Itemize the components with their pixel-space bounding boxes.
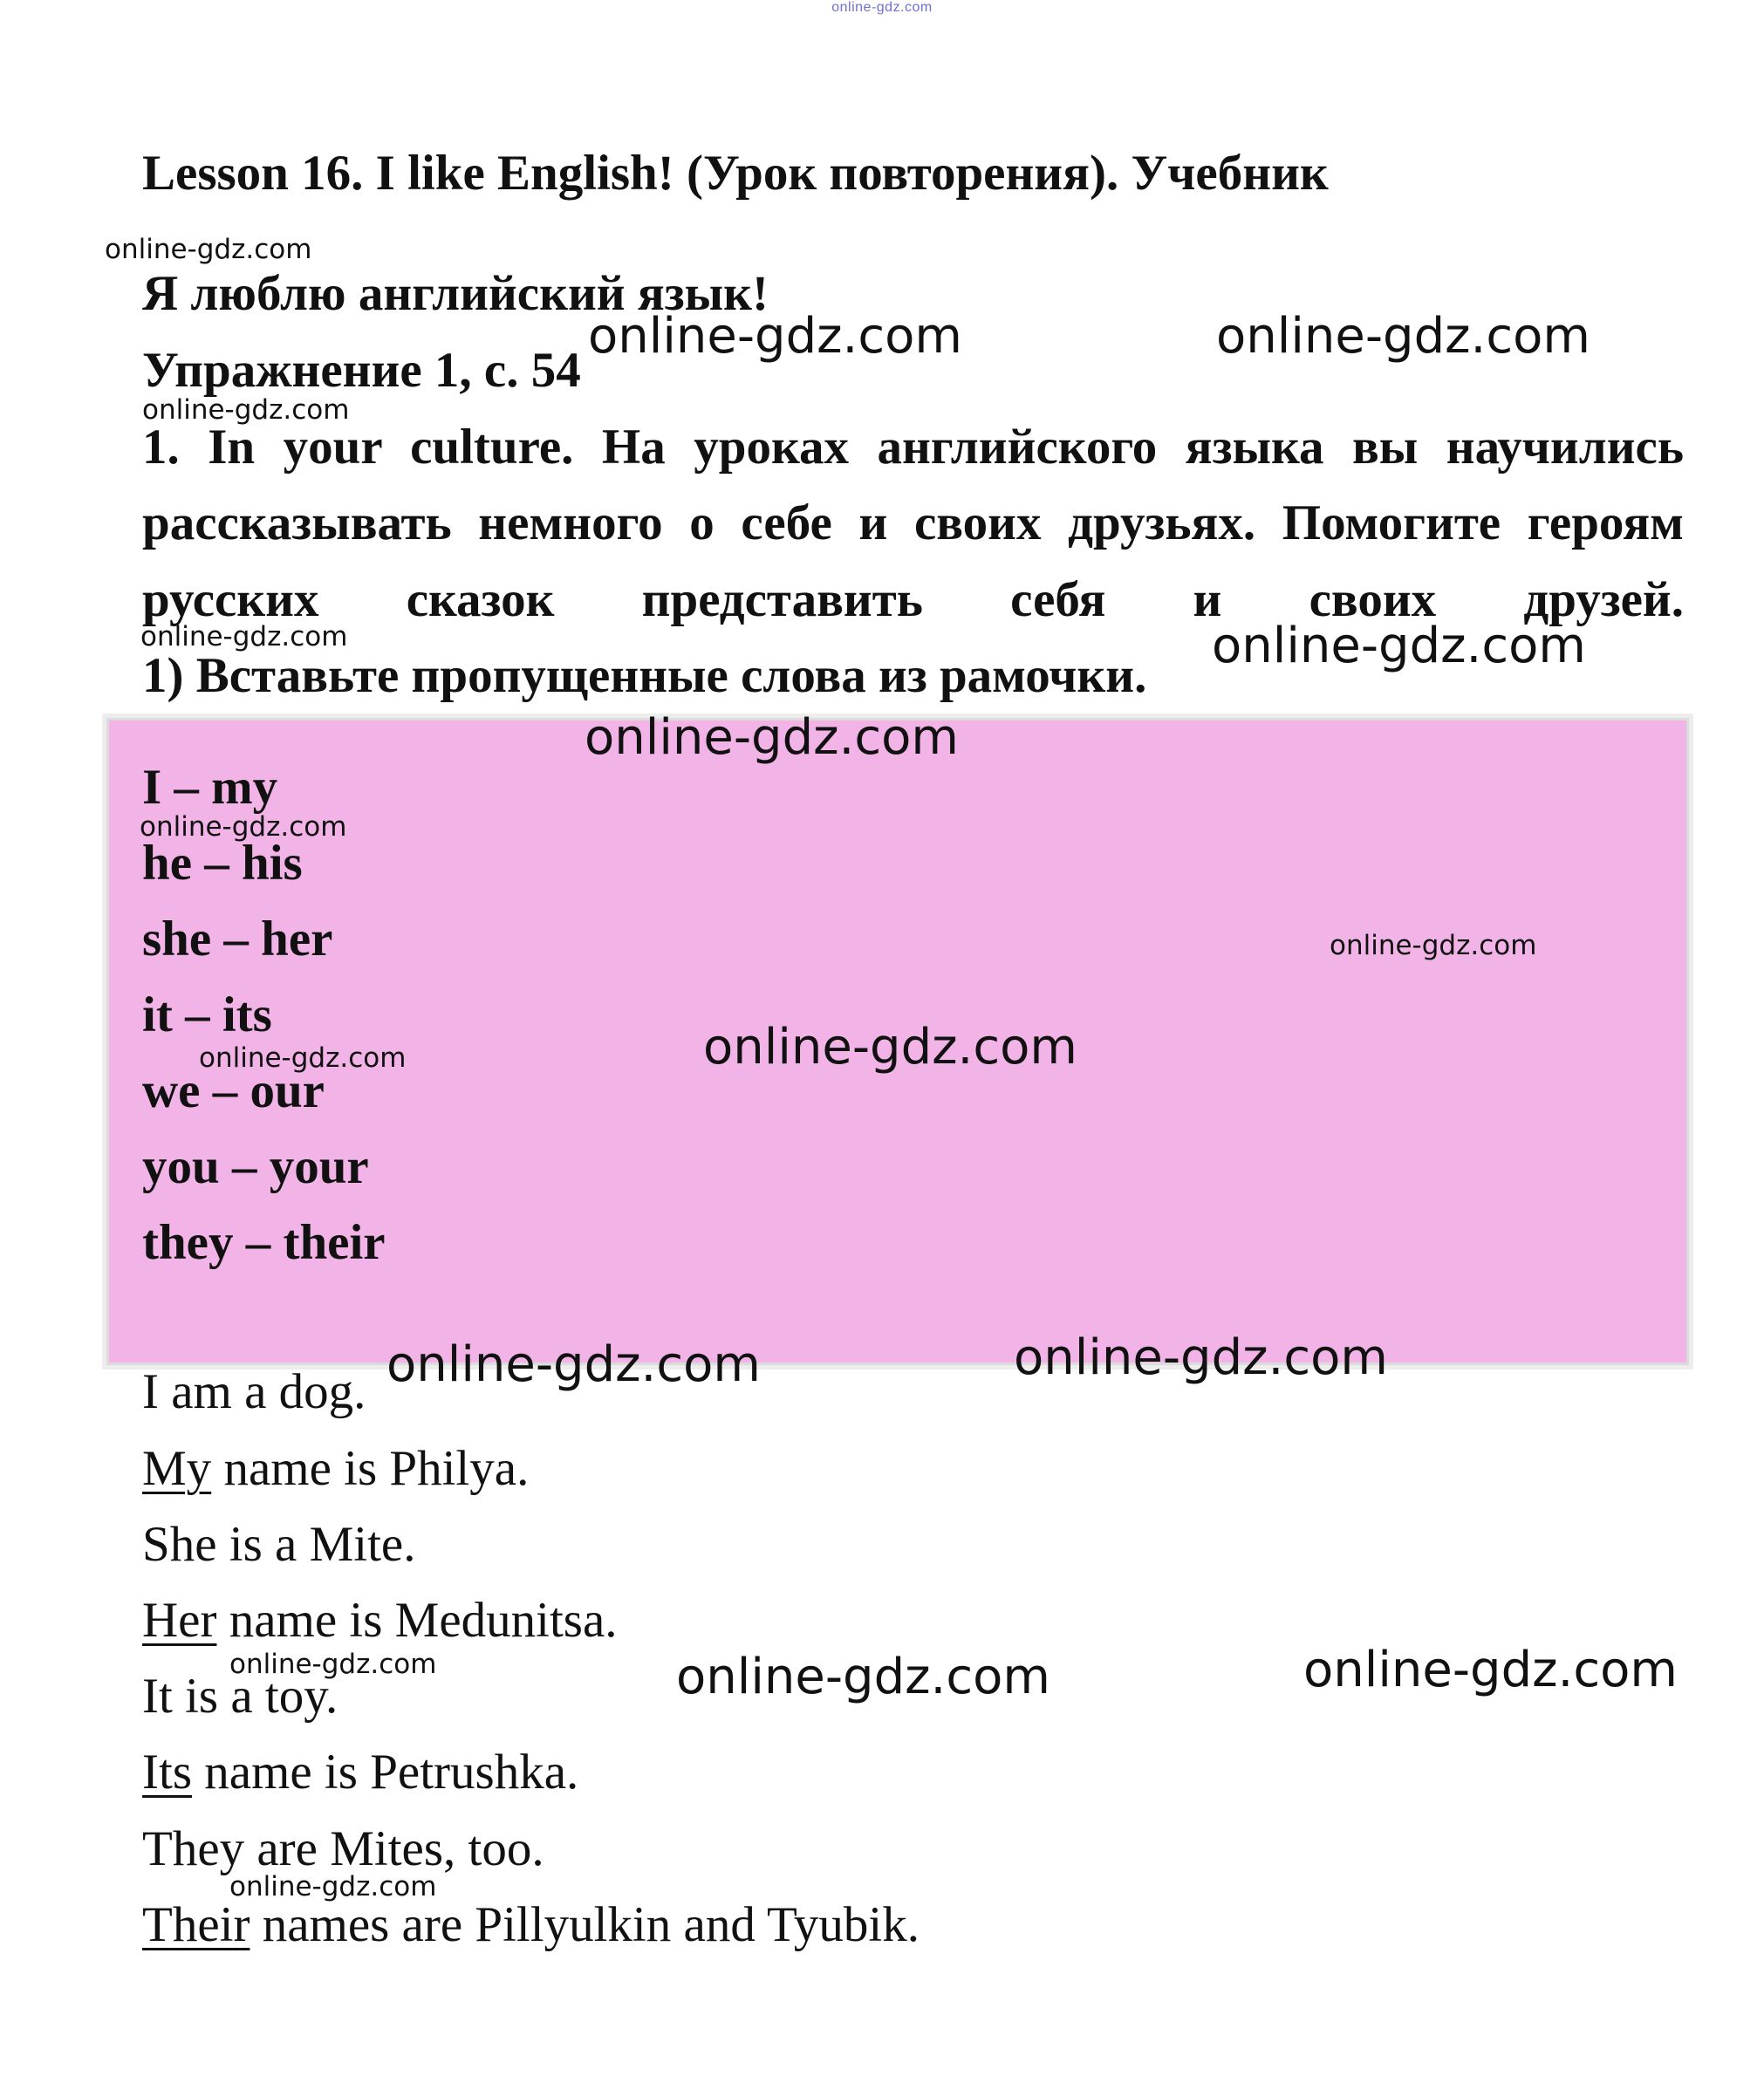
watermark: online-gdz.com bbox=[585, 709, 959, 766]
sentence bbox=[142, 1820, 544, 1877]
pronoun-pair: we – our bbox=[142, 1063, 325, 1118]
pronoun-pair: they – their bbox=[142, 1215, 386, 1270]
sentence bbox=[142, 1440, 529, 1497]
sentence bbox=[142, 1592, 618, 1649]
answer-word: Her bbox=[142, 1593, 217, 1648]
watermark: online-gdz.com bbox=[140, 811, 347, 843]
watermark: online-gdz.com bbox=[229, 1871, 437, 1902]
watermark: online-gdz.com bbox=[1014, 1329, 1388, 1386]
exercise-heading: Упражнение 1, с. 54 bbox=[142, 343, 581, 398]
watermark: online-gdz.com bbox=[199, 1042, 407, 1074]
watermark: online-gdz.com bbox=[588, 308, 962, 365]
sentence bbox=[142, 1516, 415, 1573]
watermark: online-gdz.com bbox=[105, 234, 312, 265]
watermark: online-gdz.com bbox=[1330, 930, 1537, 961]
sentence-text: name is Philya. bbox=[211, 1441, 530, 1496]
page-title: Lesson 16. I like English! (Урок повторения). Учебник bbox=[142, 146, 1329, 201]
watermark: online-gdz.com bbox=[676, 1649, 1050, 1705]
task-line-2: рассказывать немного о себе и своих друзьях. Помогите героям bbox=[142, 495, 1684, 550]
sentence-text: name is Medunitsa. bbox=[216, 1593, 618, 1648]
answer-word: Their bbox=[142, 1897, 250, 1952]
watermark: online-gdz.com bbox=[1212, 618, 1586, 674]
watermark: online-gdz.com bbox=[703, 1019, 1077, 1076]
answer-word: My bbox=[142, 1441, 212, 1496]
watermark: online-gdz.com bbox=[142, 394, 350, 426]
task-line-1: 1. In your culture. На уроках английского языка вы научились bbox=[142, 420, 1684, 475]
page-subtitle: Я люблю английский язык! bbox=[142, 266, 769, 321]
sentence-text: I am a dog. bbox=[142, 1364, 366, 1419]
sentence bbox=[142, 1896, 920, 1953]
watermark: online-gdz.com bbox=[386, 1336, 761, 1393]
watermark: online-gdz.com bbox=[1216, 308, 1590, 365]
pronoun-pair: you – your bbox=[142, 1139, 369, 1194]
pronoun-pair: it – its bbox=[142, 987, 272, 1042]
sentence bbox=[142, 1744, 578, 1800]
task-line-3: русских сказок представить себя и своих друзей. bbox=[142, 572, 1684, 627]
pronoun-pair: she – her bbox=[142, 912, 333, 966]
answer-word: Its bbox=[142, 1745, 192, 1800]
sentence bbox=[142, 1363, 366, 1420]
sentence-text: name is Petrushka. bbox=[192, 1745, 579, 1800]
watermark: online-gdz.com bbox=[140, 621, 348, 652]
sentence-text: They are Mites, too. bbox=[142, 1821, 544, 1876]
watermark: online-gdz.com bbox=[229, 1649, 437, 1680]
watermark: online-gdz.com bbox=[1303, 1642, 1678, 1698]
sentence-text: names are Pillyulkin and Tyubik. bbox=[250, 1897, 920, 1952]
top-watermark: online-gdz.com bbox=[831, 0, 933, 15]
sentence-text: She is a Mite. bbox=[142, 1517, 416, 1572]
task-instruction: 1) Вставьте пропущенные слова из рамочки. bbox=[142, 648, 1147, 703]
pronoun-pair: I – my bbox=[142, 760, 278, 815]
sentence-text: It is a toy. bbox=[142, 1669, 338, 1724]
pronoun-pair: he – his bbox=[142, 836, 303, 891]
